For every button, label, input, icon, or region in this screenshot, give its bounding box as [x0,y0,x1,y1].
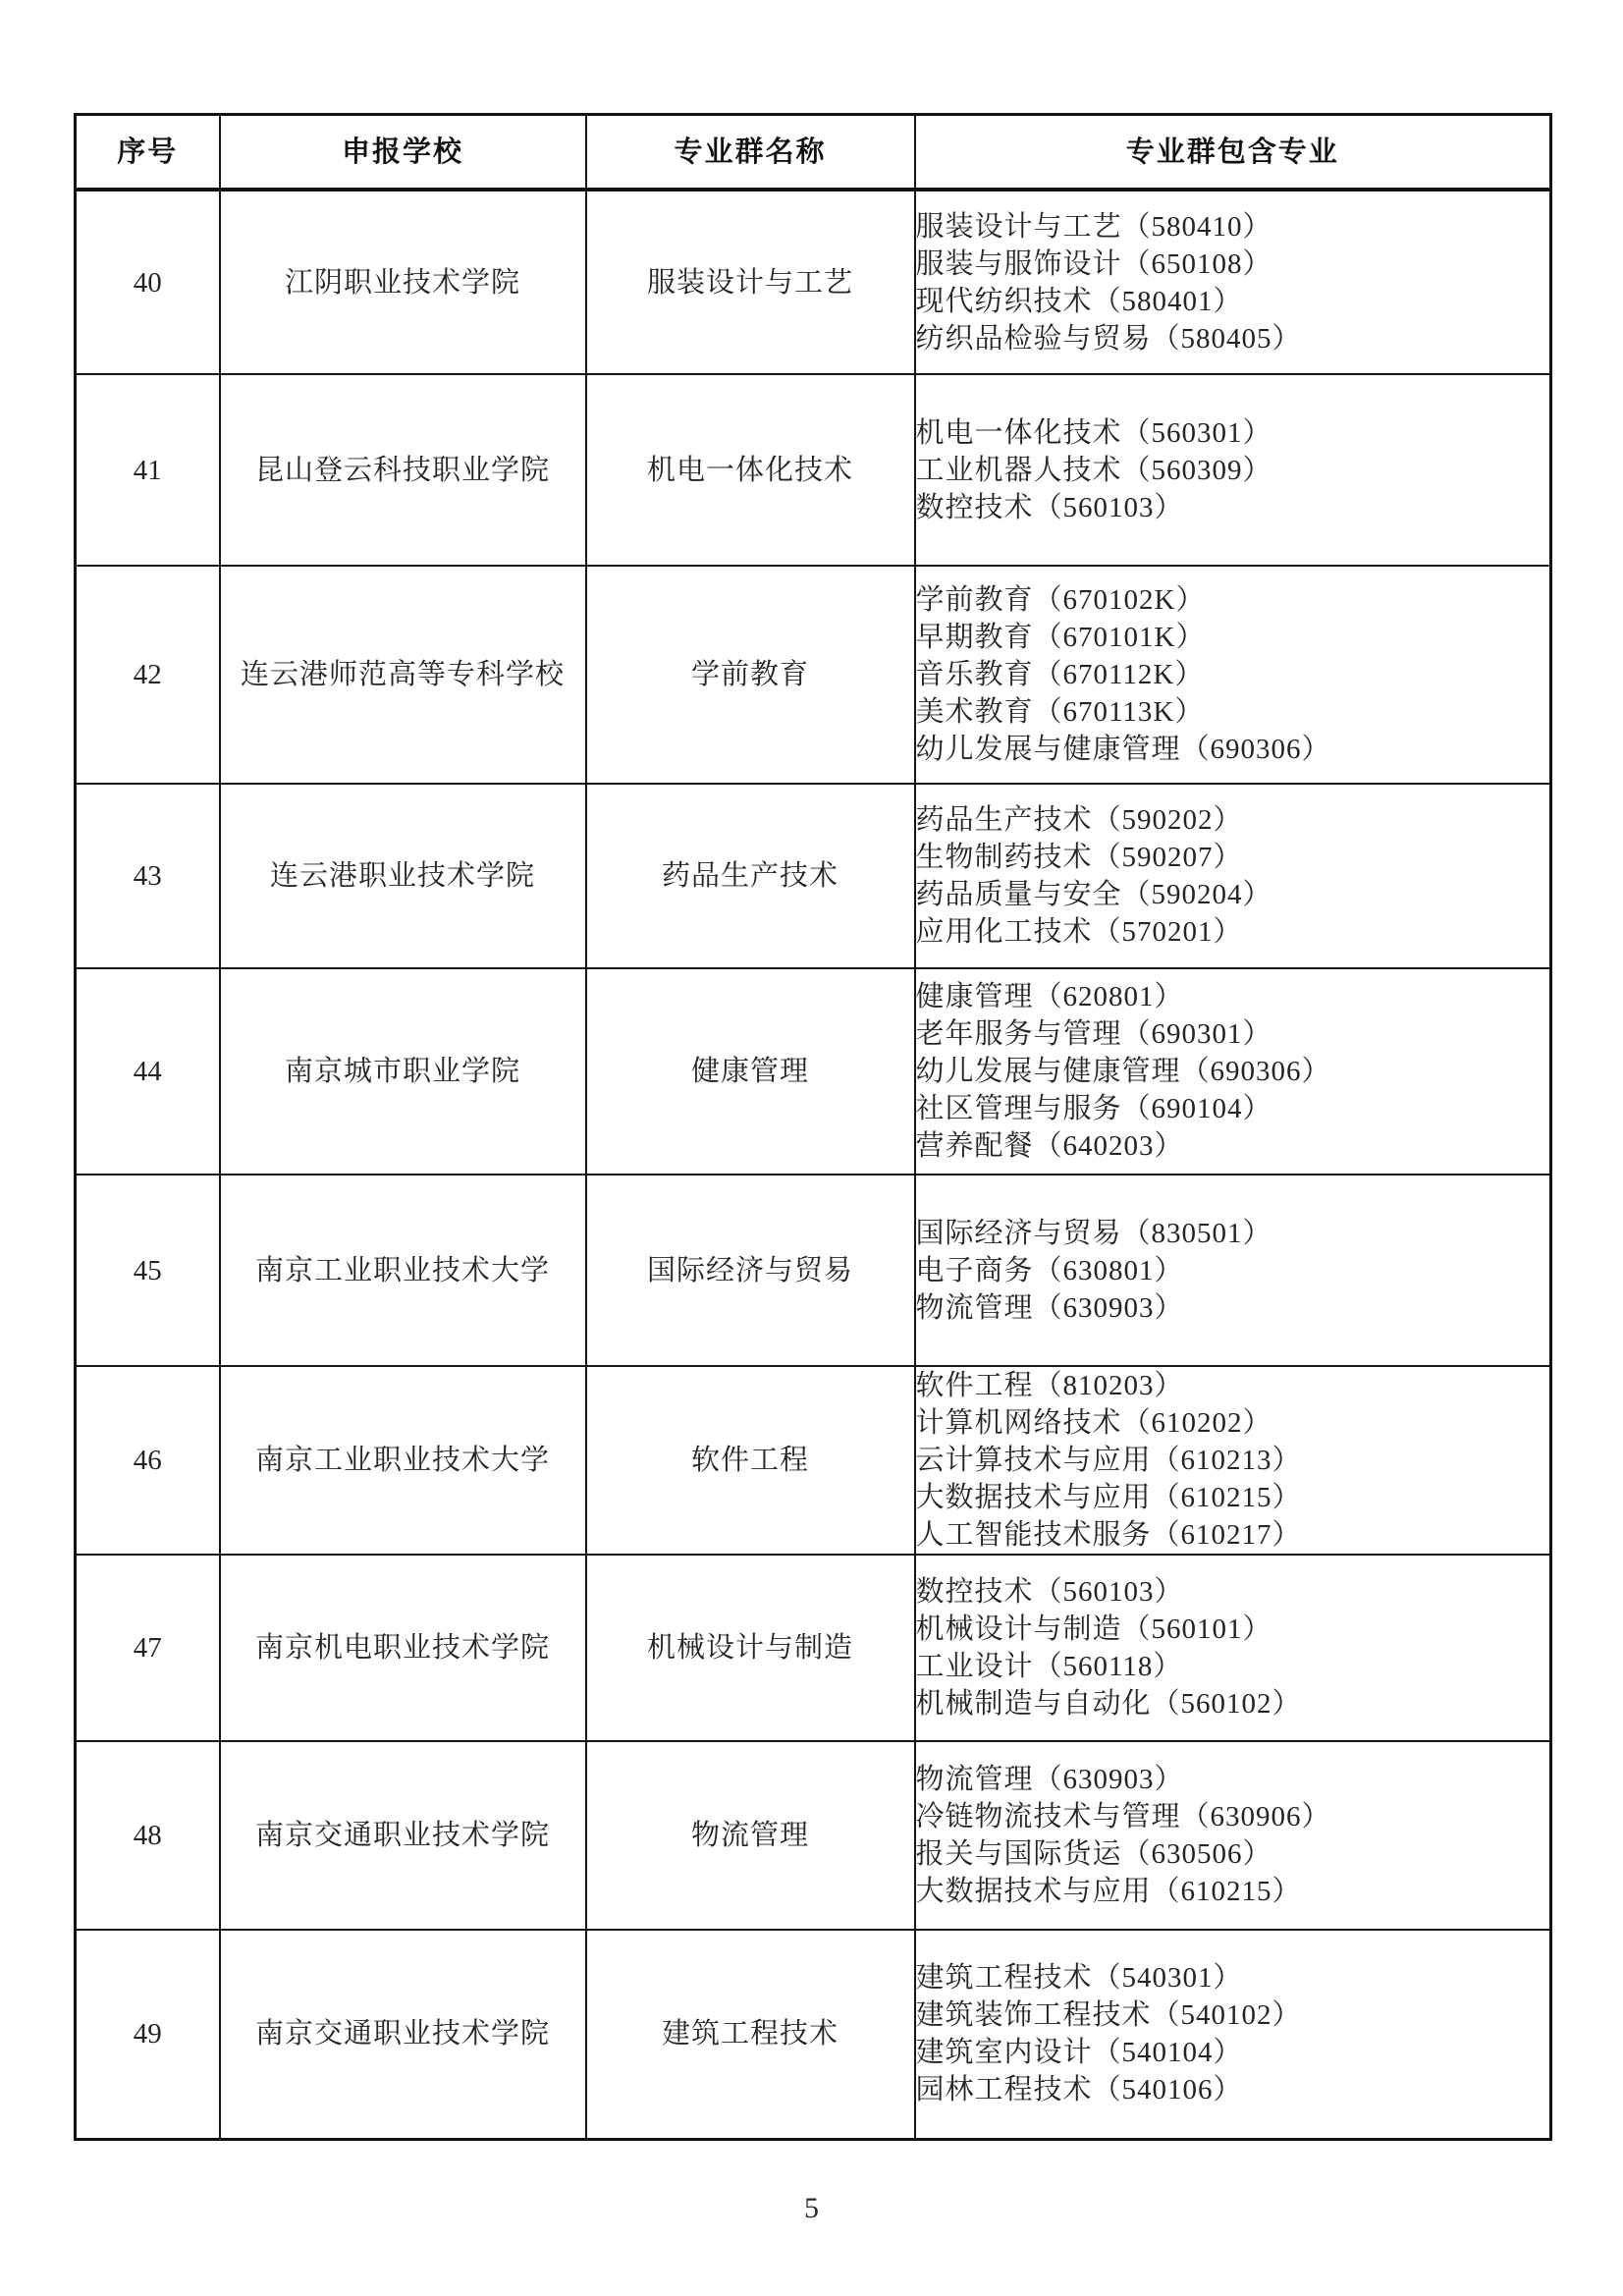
major-line: 社区管理与服务（690104） [915,1093,1272,1124]
major-line: 幼儿发展与健康管理（690306） [915,1056,1331,1087]
major-group-cell: 药品生产技术 [586,784,915,968]
major-line: 美术教育（670113K） [915,696,1205,728]
majors-cell [915,968,1551,1175]
majors-cell [915,190,1551,374]
major-line: 报关与国际货运（630506） [915,1838,1272,1870]
major-line: 机电一体化技术（560301） [915,416,1272,449]
major-line: 建筑工程技术（540301） [915,1962,1243,1995]
table-row [76,1555,1551,1741]
major-line: 物流管理（630903） [915,1291,1184,1324]
table-row [76,566,1551,784]
school-cell: 连云港职业技术学院 [220,784,586,968]
majors-cell [915,566,1551,784]
school-cell: 连云港师范高等专科学校 [220,566,586,784]
major-line: 健康管理（620801） [915,981,1184,1012]
table-row [76,190,1551,374]
major-line: 大数据技术与应用（610215） [915,1482,1302,1513]
major-line: 纺织品检验与贸易（580405） [915,322,1302,355]
table-header-row [76,115,1551,191]
school-cell: 南京交通职业技术学院 [220,1741,586,1930]
school-cell: 南京城市职业学院 [220,968,586,1175]
major-line: 药品生产技术（590202） [915,804,1243,836]
major-line: 建筑装饰工程技术（540102） [915,1999,1302,2032]
major-line: 现代纺织技术（580401） [915,285,1243,317]
approval-table [74,113,1552,2141]
school-cell: 南京工业职业技术大学 [220,1366,586,1555]
major-line: 人工智能技术服务（610217） [915,1519,1302,1551]
row-number-cell: 48 [76,1741,220,1930]
row-number-cell: 41 [76,374,220,566]
table-row [76,374,1551,566]
major-line: 服装与服饰设计（650108） [915,247,1272,280]
row-number-cell: 42 [76,566,220,784]
table-row [76,1741,1551,1930]
major-line: 数控技术（560103） [915,491,1184,523]
majors-cell [915,1930,1551,2139]
major-group-cell: 服装设计与工艺 [586,190,915,374]
major-line: 冷链物流技术与管理（630906） [915,1801,1331,1832]
majors-cell [915,784,1551,968]
major-group-cell: 物流管理 [586,1741,915,1930]
row-number-cell: 40 [76,190,220,374]
major-line: 园林工程技术（540106） [915,2074,1243,2106]
col-header-group: 专业群名称 [586,115,915,191]
majors-cell [915,1366,1551,1555]
row-number-cell: 46 [76,1366,220,1555]
major-group-cell: 国际经济与贸易 [586,1175,915,1366]
table-row [76,1366,1551,1555]
school-cell: 昆山登云科技职业学院 [220,374,586,566]
major-line: 软件工程（810203） [915,1370,1184,1401]
major-line: 老年服务与管理（690301） [915,1018,1272,1050]
major-line: 生物制药技术（590207） [915,842,1243,873]
major-line: 工业机器人技术（560309） [915,454,1272,486]
table-row [76,1175,1551,1366]
school-cell: 南京交通职业技术学院 [220,1930,586,2139]
table-row [76,968,1551,1175]
school-cell: 南京工业职业技术大学 [220,1175,586,1366]
major-line: 建筑室内设计（540104） [915,2037,1243,2069]
table-row [76,1930,1551,2139]
major-line: 服装设计与工艺（580410） [915,210,1272,243]
major-line: 药品质量与安全（590204） [915,879,1272,910]
major-group-cell: 机械设计与制造 [586,1555,915,1741]
col-header-school: 申报学校 [220,115,586,191]
row-number-cell: 44 [76,968,220,1175]
major-line: 应用化工技术（570201） [915,916,1243,948]
major-group-cell: 建筑工程技术 [586,1930,915,2139]
row-number-cell: 45 [76,1175,220,1366]
major-line: 工业设计（560118） [915,1651,1183,1682]
major-line: 营养配餐（640203） [915,1130,1184,1162]
major-group-cell: 软件工程 [586,1366,915,1555]
major-line: 音乐教育（670112K） [915,659,1205,690]
major-line: 计算机网络技术（610202） [915,1407,1272,1439]
col-header-no: 序号 [76,115,220,191]
major-line: 电子商务（630801） [915,1254,1184,1286]
majors-cell [915,1175,1551,1366]
row-number-cell: 43 [76,784,220,968]
major-group-cell: 学前教育 [586,566,915,784]
school-cell: 南京机电职业技术学院 [220,1555,586,1741]
major-line: 机械制造与自动化（560102） [915,1688,1302,1720]
major-line: 幼儿发展与健康管理（690306） [915,734,1331,765]
major-line: 机械设计与制造（560101） [915,1613,1272,1645]
major-line: 国际经济与贸易（830501） [915,1217,1272,1249]
col-header-majors: 专业群包含专业 [915,115,1551,191]
row-number-cell: 47 [76,1555,220,1741]
major-group-cell: 机电一体化技术 [586,374,915,566]
row-number-cell: 49 [76,1930,220,2139]
page-number: 5 [804,2192,819,2224]
major-group-cell: 健康管理 [586,968,915,1175]
majors-cell [915,1741,1551,1930]
table-row [76,784,1551,968]
school-cell: 江阴职业技术学院 [220,190,586,374]
major-line: 数控技术（560103） [915,1576,1184,1608]
majors-cell [915,374,1551,566]
major-line: 大数据技术与应用（610215） [915,1876,1302,1907]
major-line: 云计算技术与应用（610213） [915,1445,1302,1476]
majors-cell [915,1555,1551,1741]
major-line: 学前教育（670102K） [915,584,1206,616]
major-line: 早期教育（670101K） [915,622,1206,653]
major-line: 物流管理（630903） [915,1764,1184,1795]
